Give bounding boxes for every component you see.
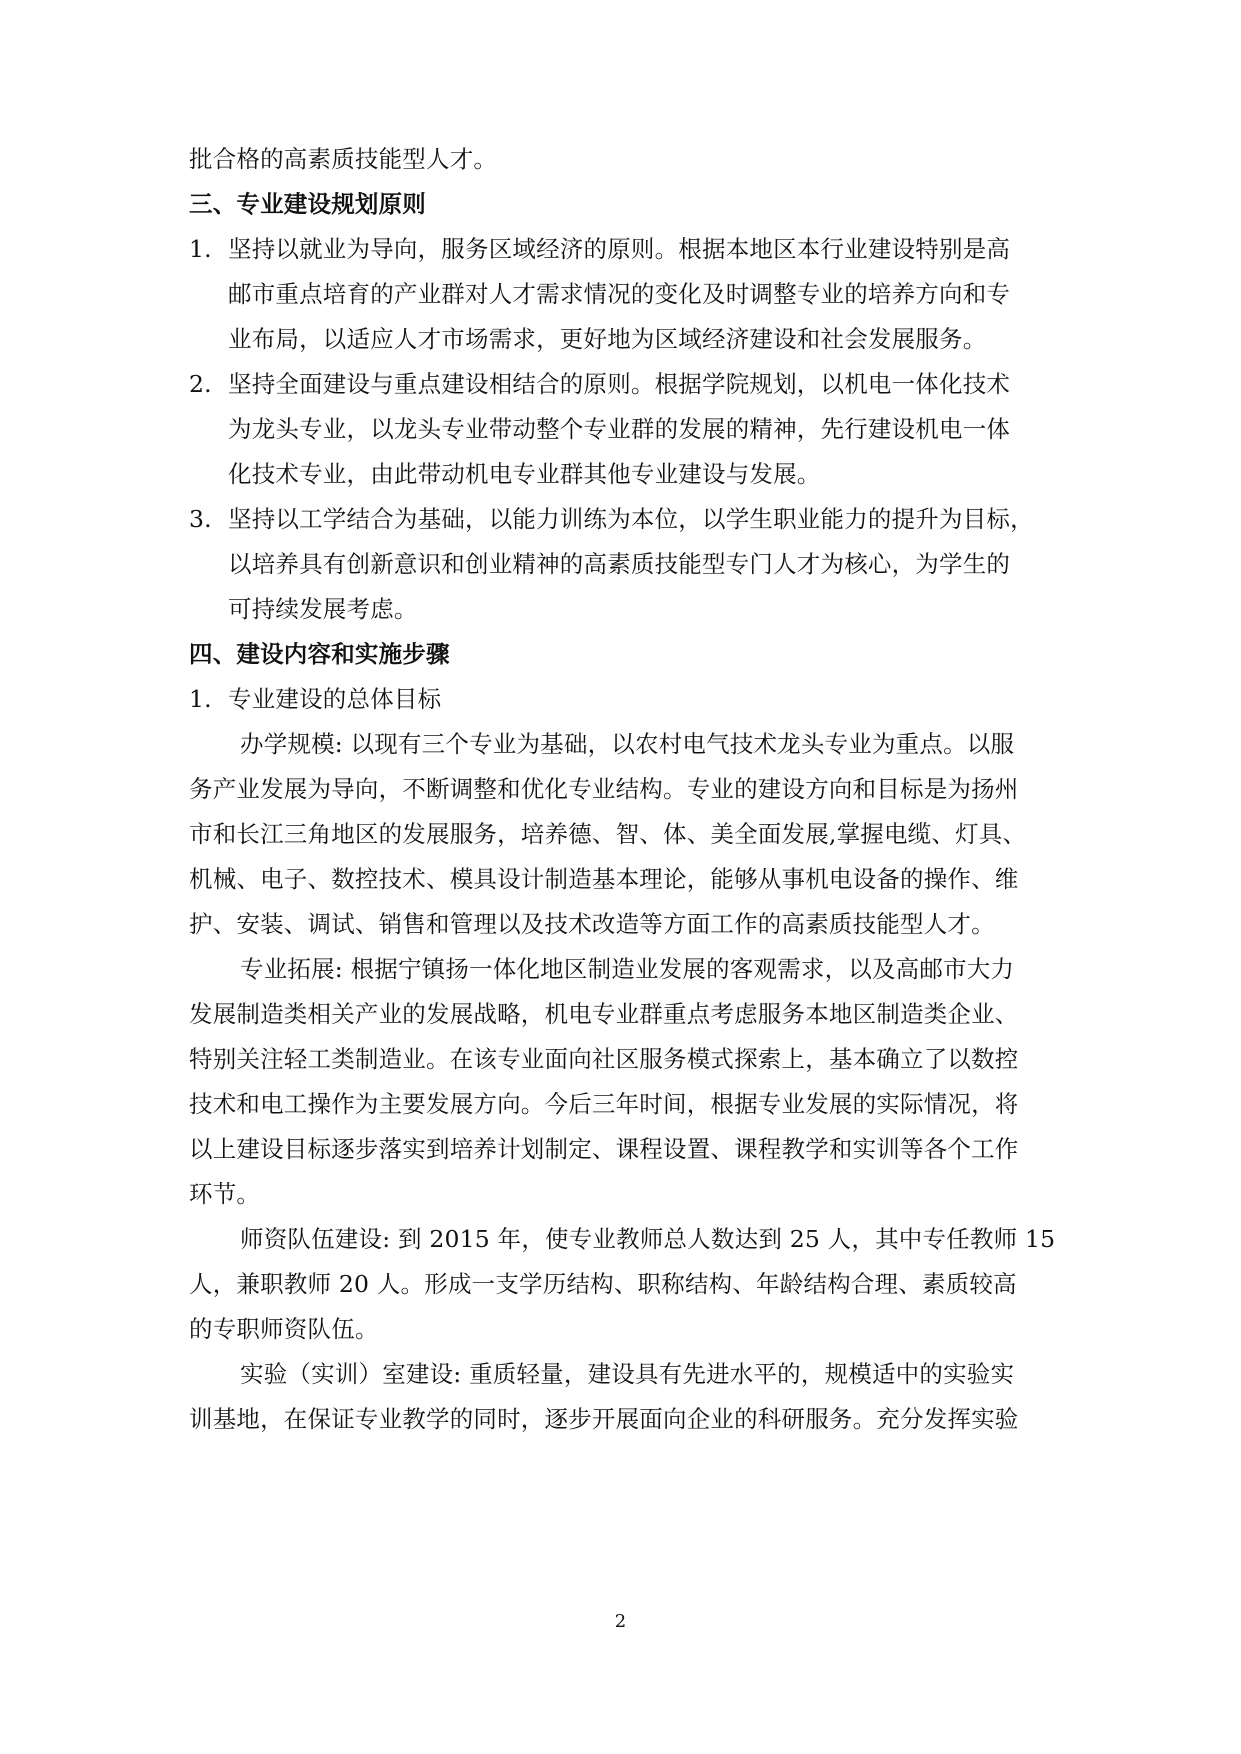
list-text: 坚持全面建设与重点建设相结合的原则。根据学院规划，以机电一体化技术 (228, 370, 1011, 398)
section-heading-4: 四、建设内容和实施步骤 (189, 640, 450, 668)
text-line: 机械、电子、数控技术、模具设计制造基本理论，能够从事机电设备的操作、维 (189, 865, 1019, 893)
paragraph-first-line: 师资队伍建设: 到 2015 年，使专业教师总人数达到 25 人，其中专任教师 15 (240, 1225, 1056, 1253)
section-heading-3: 三、专业建设规划原则 (189, 190, 426, 218)
text-line: 务产业发展为导向，不断调整和优化专业结构。专业的建设方向和目标是为扬州 (189, 775, 1019, 803)
text-line: 发展制造类相关产业的发展战略，机电专业群重点考虑服务本地区制造类企业、 (189, 1000, 1019, 1028)
text-line: 人，兼职教师 20 人。形成一支学历结构、职称结构、年龄结构合理、素质较高 (189, 1270, 1017, 1298)
page-number: 2 (614, 1611, 627, 1632)
list-number: 1. (189, 235, 212, 263)
text-line: 特别关注轻工类制造业。在该专业面向社区服务模式探索上，基本确立了以数控 (189, 1045, 1019, 1073)
list-number: 3. (189, 505, 212, 533)
list-text: 坚持以工学结合为基础，以能力训练为本位，以学生职业能力的提升为目标， (228, 505, 1034, 533)
paragraph-first-line: 专业拓展: 根据宁镇扬一体化地区制造业发展的客观需求，以及高邮市大力 (240, 955, 1015, 983)
text-line: 护、安装、调试、销售和管理以及技术改造等方面工作的高素质技能型人才。 (189, 910, 995, 938)
list-item-3-continuation: 以培养具有创新意识和创业精神的高素质技能型专门人才为核心，为学生的 (228, 550, 1011, 578)
paragraph-first-line: 办学规模: 以现有三个专业为基础，以农村电气技术龙头专业为重点。以服 (240, 730, 1015, 758)
list-text: 专业建设的总体目标 (228, 685, 442, 713)
paragraph-first-line: 实验（实训）室建设: 重质轻量，建设具有先进水平的，规模适中的实验实 (240, 1360, 1015, 1388)
text-line: 环节。 (189, 1180, 261, 1208)
list-item-2-continuation: 化技术专业，由此带动机电专业群其他专业建设与发展。 (228, 460, 821, 488)
list-item-3-continuation: 可持续发展考虑。 (228, 595, 418, 623)
text-line: 训基地，在保证专业教学的同时，逐步开展面向企业的科研服务。充分发挥实验 (189, 1405, 1019, 1433)
list-number: 2. (189, 370, 212, 398)
text-line: 以上建设目标逐步落实到培养计划制定、课程设置、课程教学和实训等各个工作 (189, 1135, 1019, 1163)
list-item-1-continuation: 业布局，以适应人才市场需求，更好地为区域经济建设和社会发展服务。 (228, 325, 987, 353)
text-line: 技术和电工操作为主要发展方向。今后三年时间，根据专业发展的实际情况，将 (189, 1090, 1019, 1118)
list-item-1-line (189, 234, 1059, 264)
list-item-3-line (189, 504, 1059, 534)
subsection-heading (189, 684, 1059, 714)
list-item-2-continuation: 为龙头专业，以龙头专业带动整个专业群的发展的精神，先行建设机电一体 (228, 415, 1011, 443)
list-item-2-line (189, 369, 1059, 399)
list-text: 坚持以就业为导向，服务区域经济的原则。根据本地区本行业建设特别是高 (228, 235, 1011, 263)
list-item-1-continuation: 邮市重点培育的产业群对人才需求情况的变化及时调整专业的培养方向和专 (228, 280, 1011, 308)
list-number: 1. (189, 685, 212, 713)
text-line: 批合格的高素质技能型人才。 (189, 145, 498, 173)
text-line: 市和长江三角地区的发展服务，培养德、智、体、美全面发展,掌握电缆、灯具、 (189, 820, 1027, 848)
text-line: 的专职师资队伍。 (189, 1315, 379, 1343)
